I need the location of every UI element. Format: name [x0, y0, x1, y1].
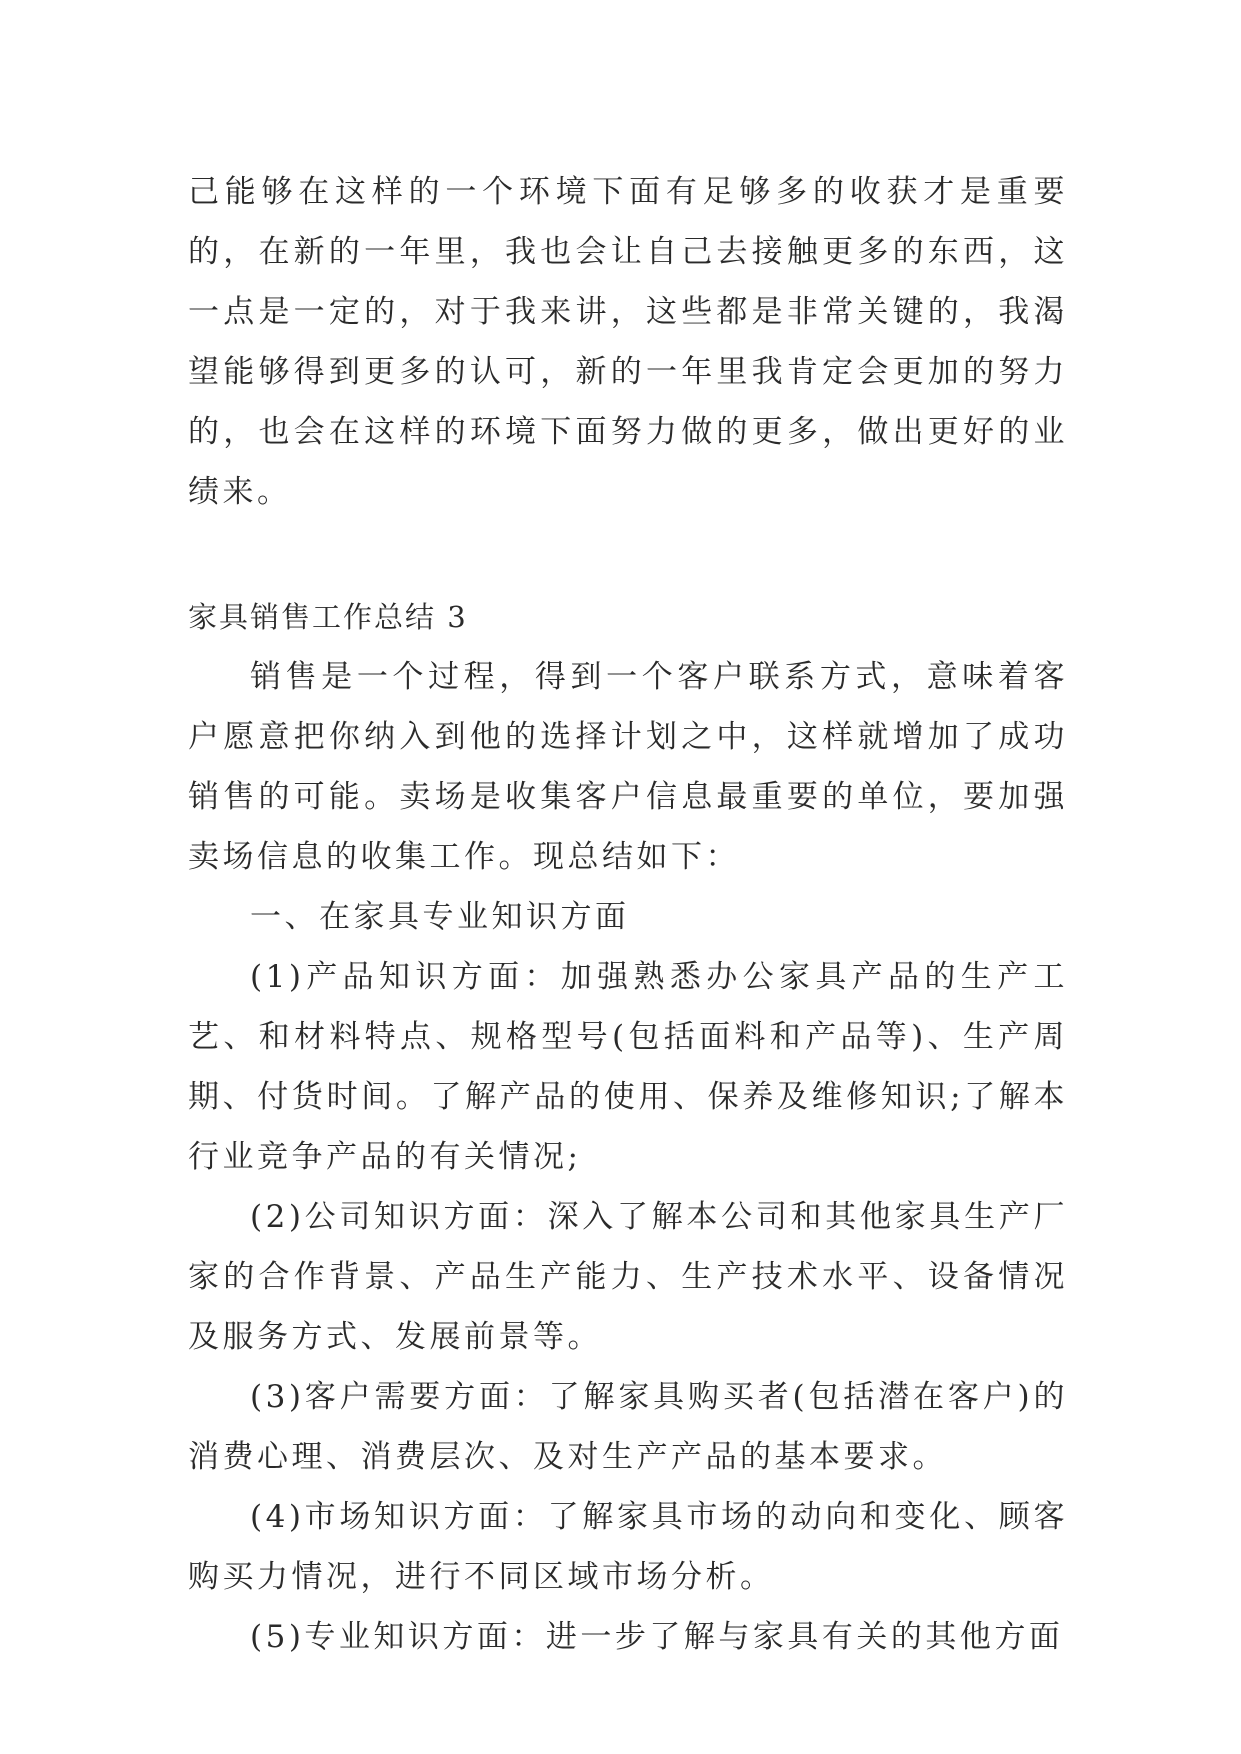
list-item: (3)客户需要方面：了解家具购买者(包括潜在客户)的消费心理、消费层次、及对生产产品的基本要求。 — [188, 1379, 1068, 1475]
list-item: (1)产品知识方面：加强熟悉办公家具产品的生产工艺、和材料特点、规格型号(包括面料和产品等)、生产周期、付货时间。了解产品的使用、保养及维修知识;了解本行业竞争产品的有关情况; — [188, 959, 1068, 1175]
list-item: (2)公司知识方面：深入了解本公司和其他家具生产厂家的合作背景、产品生产能力、生产技术水平、设备情况及服务方式、发展前景等。 — [188, 1199, 1068, 1355]
document-body — [188, 162, 1068, 1667]
section-title: 家具销售工作总结 3 — [188, 600, 468, 634]
section-spacer — [188, 522, 1068, 587]
intro-paragraph: 己能够在这样的一个环境下面有足够多的收获才是重要的，在新的一年里，我也会让自己去接触更多的东西，这一点是一定的，对于我来讲，这些都是非常关键的，我渴望能够得到更多的认可，新的一年里我肯定会更加的努力的，也会在这样的环境下面努力做的更多，做出更好的业绩来。 — [188, 174, 1068, 510]
opening-paragraph: 销售是一个过程，得到一个客户联系方式，意味着客户愿意把你纳入到他的选择计划之中，这样就增加了成功销售的可能。卖场是收集客户信息最重要的单位，要加强卖场信息的收集工作。现总结如下： — [188, 659, 1068, 875]
list-item: (5)专业知识方面：进一步了解与家具有关的其他方面 — [250, 1619, 1064, 1655]
subheading: 一、在家具专业知识方面 — [250, 899, 630, 935]
list-item: (4)市场知识方面：了解家具市场的动向和变化、顾客购买力情况，进行不同区域市场分析。 — [188, 1499, 1068, 1595]
